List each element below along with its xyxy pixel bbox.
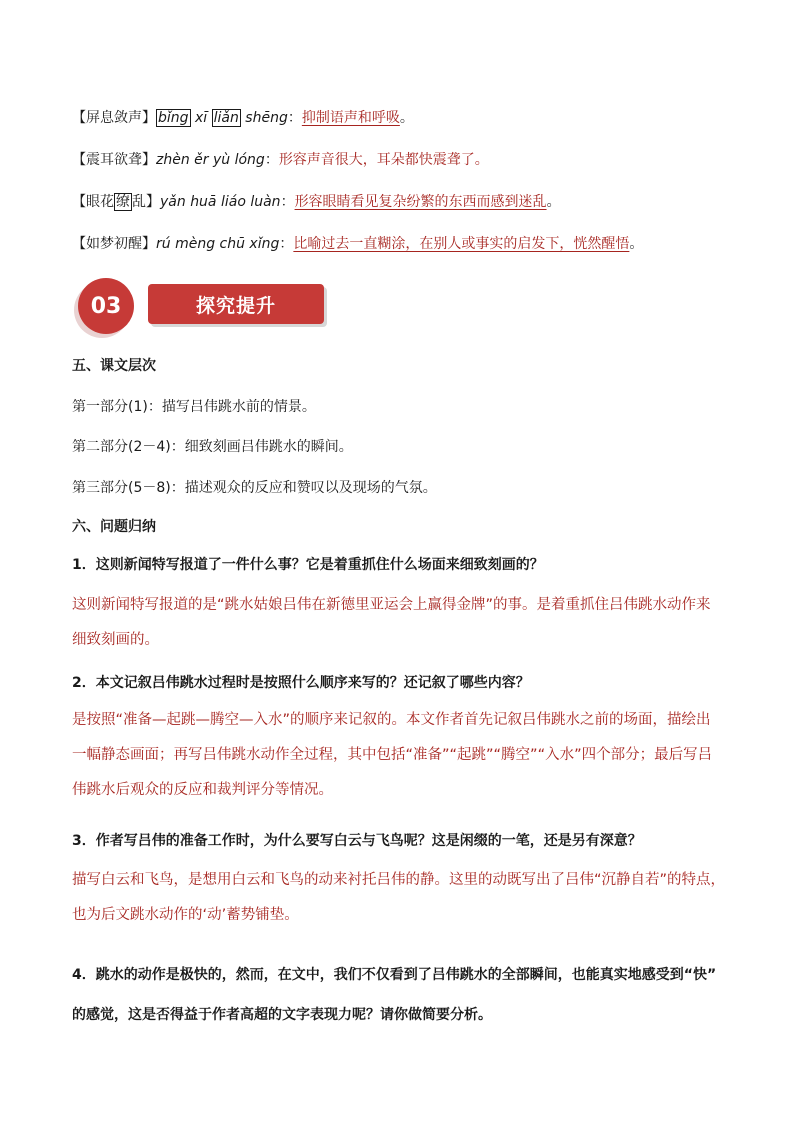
answer-line: 也为后文跳水动作的‘动’蓄势铺垫。 [72, 907, 299, 923]
vocab-entry [72, 234, 643, 254]
question [72, 955, 742, 1035]
pinyin: shēng [240, 110, 288, 126]
vocab-meaning: 抑制语声和呼吸 [301, 110, 400, 126]
pinyin: zhèn ěr yù lóng [156, 152, 265, 168]
section-heading: 六、问题归纳 [72, 519, 156, 535]
vocab-term: 【眼花 [72, 194, 114, 210]
pinyin: rú mèng chū xǐng [156, 236, 280, 252]
vocab-meaning: 形容声音很大，耳朵都快震聋了。 [278, 152, 489, 168]
answer-line: 细致刻画的。 [72, 632, 159, 648]
vocab-term: 乱】 [132, 194, 160, 210]
vocab-entry [72, 150, 489, 170]
separator: ： [280, 194, 295, 210]
vocab-meaning: 形容眼睛看见复杂纷繁的东西而感到迷乱 [294, 194, 547, 210]
pinyin-boxed: bǐng [158, 110, 189, 126]
pinyin: xī [190, 110, 212, 126]
question-line: 4．跳水的动作是极快的，然而，在文中，我们不仅看到了吕伟跳水的全部瞬间，也能真实地感受到“快” [72, 967, 717, 983]
punct: 。 [629, 236, 644, 252]
answer-line: 这则新闻特写报道的是“跳水姑娘吕伟在新德里亚运会上赢得金牌”的事。是着重抓住吕伟跳水动作来 [72, 597, 711, 613]
answer-line: 一幅静态画面；再写吕伟跳水动作全过程，其中包括“准备”“起跳”“腾空”“入水”四个部分；最后写吕 [72, 747, 713, 763]
answer-line: 是按照“准备—起跳—腾空—入水”的顺序来记叙的。本文作者首先记叙吕伟跳水之前的场面，描绘出 [72, 712, 711, 728]
outline-item: 第二部分(2－4)：细致刻画吕伟跳水的瞬间。 [72, 439, 353, 455]
question-line: 的感觉，这是否得益于作者高超的文字表现力呢？请你做简要分析。 [72, 1007, 492, 1023]
punct: 。 [546, 194, 561, 210]
vocab-meaning: 比喻过去一直糊涂，在别人或事实的启发下，恍然醒悟 [293, 236, 630, 252]
pinyin-boxed: liǎn [213, 110, 239, 126]
answer [72, 588, 732, 658]
section-number-badge: 03 [78, 278, 134, 334]
question: 1．这则新闻特写报道了一件什么事？它是着重抓住什么场面来细致刻画的？ [72, 557, 544, 573]
pinyin: yǎn huā liáo luàn [160, 194, 281, 210]
section-title: 探究提升 [148, 284, 324, 324]
separator: ： [287, 110, 302, 126]
vocab-entry [72, 108, 414, 128]
outline-item: 第一部分(1)：描写吕伟跳水前的情景。 [72, 399, 316, 415]
section-heading: 五、课文层次 [72, 358, 156, 374]
punct: 。 [399, 110, 414, 126]
answer-line: 描写白云和飞鸟，是想用白云和飞鸟的动来衬托吕伟的静。这里的动既写出了吕伟“沉静自若”的特点， [72, 872, 726, 888]
vocab-term-boxed-char: 缭 [116, 194, 130, 210]
outline-item: 第三部分(5－8)：描述观众的反应和赞叹以及现场的气氛。 [72, 480, 437, 496]
answer [72, 863, 732, 933]
separator: ： [264, 152, 279, 168]
vocab-term: 【屏息敛声】 [72, 110, 156, 126]
answer-line: 伟跳水后观众的反应和裁判评分等情况。 [72, 782, 333, 798]
vocab-term: 【震耳欲聋】 [72, 152, 156, 168]
section-banner [78, 272, 338, 342]
separator: ： [279, 236, 294, 252]
vocab-term: 【如梦初醒】 [72, 236, 156, 252]
answer [72, 703, 732, 808]
question: 2．本文记叙吕伟跳水过程时是按照什么顺序来写的？还记叙了哪些内容？ [72, 675, 530, 691]
vocab-entry [72, 192, 561, 212]
question: 3．作者写吕伟的准备工作时，为什么要写白云与飞鸟呢？这是闲缀的一笔，还是另有深意？ [72, 833, 642, 849]
